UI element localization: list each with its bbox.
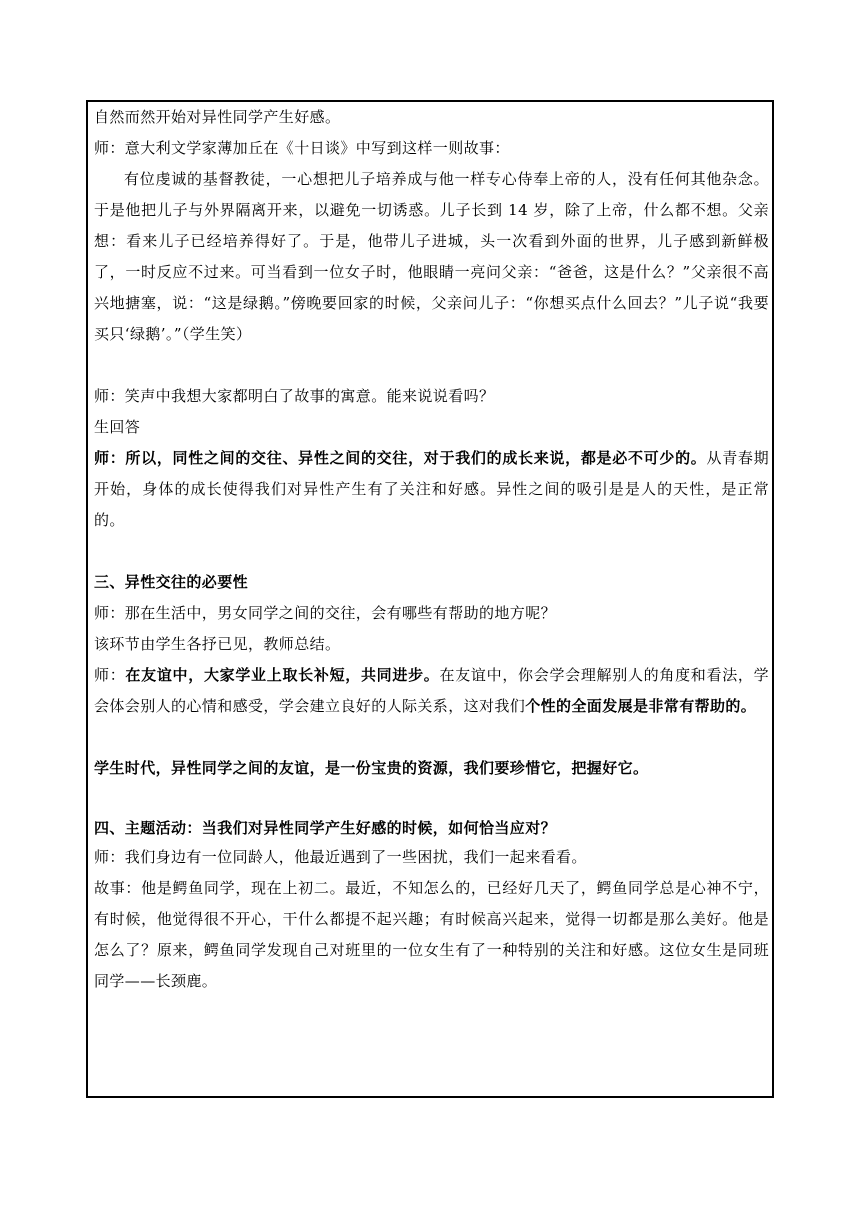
conclusion-text: 在友谊中，你会学会理解别人的角度和看法，学会体会别人的心情和感受，学会建立良好的人际关系，这对我们 — [94, 666, 769, 715]
paragraph-story: 有位虔诚的基督教徒，一心想把儿子培养成与他一样专心侍奉上帝的人，没有任何其他杂念。于是他把儿子与外界隔离开来，以避免一切诱惑。儿子长到 14 岁，除了上帝，什么都不想。父亲想：看来儿子已经培养得好了。于是，他带儿子进城，头一次看到外面的世界，儿子感到新鲜极了，一时反应不过来。可当看到一位女子时，他眼睛一亮问父亲：“爸爸，这是什么？”父亲很不高兴地搪塞，说：“这是绿鹅。”傍晚要回家的时候，父亲问儿子：“你想买点什么回去？”儿子说“我要买只‘绿鹅’。”（学生笑） — [94, 170, 769, 343]
conclusion-prefix: 师： — [94, 666, 126, 684]
paragraph-crocodile-story: 故事：他是鳄鱼同学，现在上初二。最近，不知怎么的，已经好几天了，鳄鱼同学总是心神不宁，有时候，他觉得很不开心，干什么都提不起兴趣；有时候高兴起来，觉得一切都是那么美好。他是怎么了？原来，鳄鱼同学发现自己对班里的一位女生有了一种特别的关注和好感。这位女生是同班同学——长颈鹿。 — [94, 879, 769, 990]
spacer — [94, 536, 769, 567]
paragraph-teacher-question: 师：笑声中我想大家都明白了故事的寓意。能来说说看吗？ — [94, 387, 495, 405]
paragraph-student-answer: 生回答 — [94, 418, 141, 436]
summary-text: 从青春期开始，身体的成长使得我们对异性产生有了关注和好感。异性之间的吸引是是人的天性，是正常的。 — [94, 449, 769, 529]
paragraph-intro: 自然而然开始对异性同学产生好感。 — [94, 108, 341, 126]
summary-bold-text: 师：所以，同性之间的交往、异性之间的交往，对于我们的成长来说，都是必不可少的。 — [94, 449, 707, 467]
section-heading-3: 三、异性交往的必要性 — [94, 573, 249, 591]
conclusion-bold-1: 在友谊中，大家学业上取长补短，共同进步。 — [125, 666, 440, 684]
paragraph-teacher-ask: 师：那在生活中，男女同学之间的交往，会有哪些有帮助的地方呢？ — [94, 604, 557, 622]
paragraph-teacher-conclusion — [94, 660, 769, 722]
paragraph-teacher-intro-story: 师：我们身边有一位同龄人，他最近遇到了一些困扰，我们一起来看看。 — [94, 848, 587, 866]
conclusion-bold-2: 个性的全面发展是非常有帮助的。 — [525, 697, 757, 715]
spacer — [94, 350, 769, 381]
spacer — [94, 722, 769, 753]
paragraph-activity-note: 该环节由学生各抒已见，教师总结。 — [94, 635, 341, 653]
paragraph-teacher-summary — [94, 443, 769, 536]
document-body — [94, 102, 769, 997]
spacer — [94, 784, 769, 815]
paragraph-friendship-statement: 学生时代，异性同学之间的友谊，是一份宝贵的资源，我们要珍惜它，把握好它。 — [94, 759, 649, 777]
section-heading-4: 四、主题活动：当我们对异性同学产生好感的时候，如何恰当应对？ — [94, 819, 557, 837]
paragraph-teacher-story-intro: 师：意大利文学家薄加丘在《十日谈》中写到这样一则故事： — [94, 139, 510, 157]
